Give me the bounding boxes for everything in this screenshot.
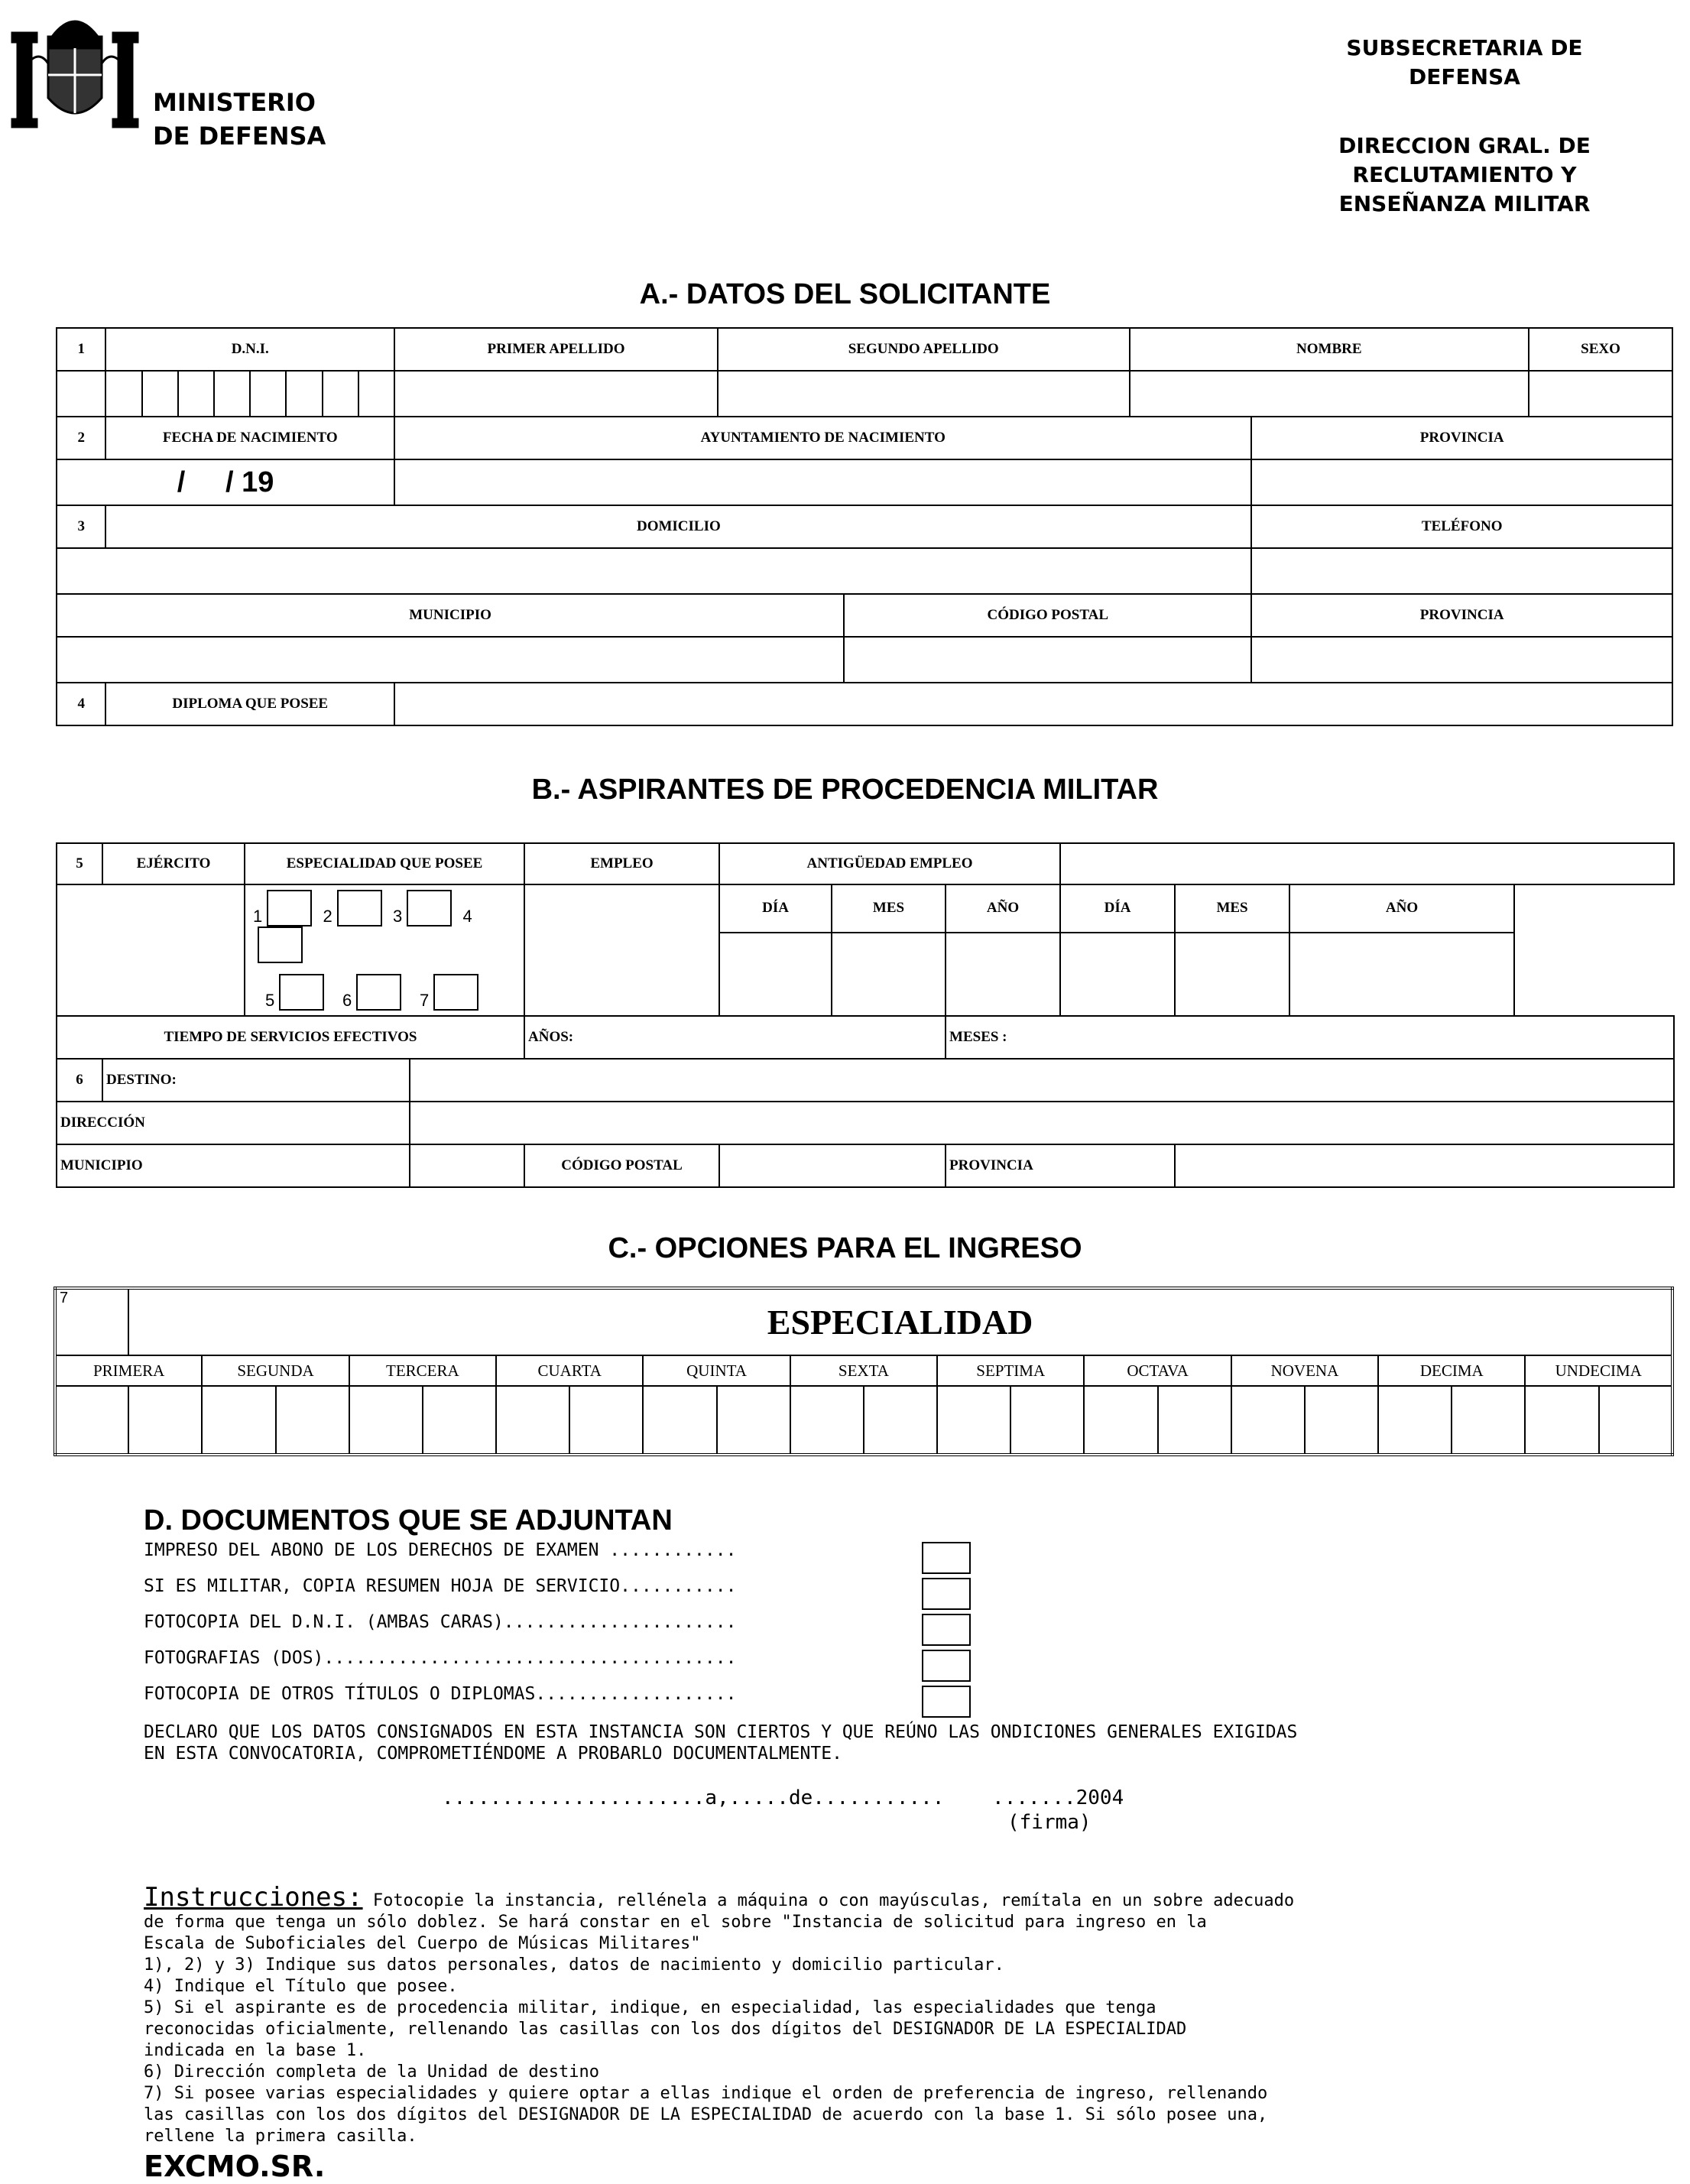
section-b-table	[56, 842, 1675, 1188]
option-7-digit-1[interactable]	[937, 1386, 1010, 1455]
dni-label: D.N.I.	[105, 328, 394, 371]
especialidad-slot-1[interactable]	[267, 890, 312, 926]
codigo-postal-b-label: CÓDIGO POSTAL	[524, 1144, 719, 1187]
dni-digit-5[interactable]	[250, 371, 286, 417]
provincia-b-label: PROVINCIA	[946, 1144, 1175, 1187]
document-checkbox-fotografias[interactable]	[922, 1650, 971, 1682]
anio-field-2[interactable]	[1289, 933, 1514, 1016]
row1-blank	[57, 371, 105, 417]
ministry-title: MINISTERIO DE DEFENSA	[153, 88, 326, 151]
option-9-digit-1[interactable]	[1231, 1386, 1305, 1455]
document-item: FOTOCOPIA DEL D.N.I. (AMBAS CARAS)......................	[144, 1612, 736, 1648]
mes-label-2: MES	[1175, 884, 1289, 933]
section-a-table	[56, 327, 1673, 726]
meses-field[interactable]: MESES :	[946, 1016, 1674, 1059]
dni-digit-4[interactable]	[214, 371, 250, 417]
destino-field[interactable]	[410, 1059, 1674, 1102]
section-b-title: B.- ASPIRANTES DE PROCEDENCIA MILITAR	[531, 774, 1159, 806]
document-checkbox-hoja-servicio[interactable]	[922, 1578, 971, 1610]
telefono-label: TELÉFONO	[1251, 505, 1672, 548]
provincia-domicilio-field[interactable]	[1251, 637, 1672, 683]
especialidad-slot-7[interactable]	[433, 974, 478, 1011]
excmo-sr-label: EXCMO.SR.	[144, 2150, 326, 2183]
mes-field-2[interactable]	[1175, 933, 1289, 1016]
section-c-table	[54, 1287, 1674, 1456]
row-number-4: 4	[57, 683, 105, 725]
document-item: FOTOGRAFIAS (DOS).......................................	[144, 1648, 736, 1684]
antiguedad-empleo-label: ANTIGÜEDAD EMPLEO	[719, 843, 1060, 884]
domicilio-label: DOMICILIO	[105, 505, 1251, 548]
option-11-digit-2[interactable]	[1599, 1386, 1672, 1455]
option-label-8: OCTAVA	[1084, 1355, 1231, 1386]
option-11-digit-1[interactable]	[1525, 1386, 1598, 1455]
nombre-field[interactable]	[1130, 371, 1529, 417]
option-label-11: UNDECIMA	[1525, 1355, 1672, 1386]
provincia-b-field[interactable]	[1175, 1144, 1674, 1187]
codigo-postal-b-field[interactable]	[719, 1144, 946, 1187]
municipio-b-field[interactable]	[410, 1144, 524, 1187]
option-8-digit-2[interactable]	[1158, 1386, 1231, 1455]
dni-digit-7[interactable]	[323, 371, 358, 417]
option-4-digit-1[interactable]	[496, 1386, 569, 1455]
dni-digit-3[interactable]	[178, 371, 214, 417]
destino-label: DESTINO:	[102, 1059, 410, 1102]
dia-label-2: DÍA	[1060, 884, 1175, 933]
provincia-nacimiento-field[interactable]	[1251, 459, 1672, 505]
option-6-digit-1[interactable]	[790, 1386, 864, 1455]
anio-field-1[interactable]	[946, 933, 1060, 1016]
option-10-digit-2[interactable]	[1452, 1386, 1525, 1455]
ayuntamiento-field[interactable]	[394, 459, 1251, 505]
dia-field-1[interactable]	[719, 933, 832, 1016]
document-checkbox-dni[interactable]	[922, 1614, 971, 1646]
option-10-digit-1[interactable]	[1378, 1386, 1452, 1455]
provincia-nacimiento-label: PROVINCIA	[1251, 417, 1672, 459]
date-line[interactable]: ......................a,.....de........... .......2004	[442, 1786, 1124, 1809]
dia-label-1: DÍA	[719, 884, 832, 933]
option-9-digit-2[interactable]	[1305, 1386, 1378, 1455]
diploma-field[interactable]	[394, 683, 1672, 725]
segundo-apellido-field[interactable]	[718, 371, 1130, 417]
option-5-digit-1[interactable]	[643, 1386, 716, 1455]
especialidad-heading: ESPECIALIDAD	[128, 1288, 1672, 1355]
document-checkbox-titulos[interactable]	[922, 1686, 971, 1718]
declaration-text: DECLARO QUE LOS DATOS CONSIGNADOS EN ESTA INSTANCIA SON CIERTOS Y QUE REÚNO LAS ONDICIONES GENERALES EXIGIDAS EN ESTA CONVOCATORIA, COMPROMETIÉNDOME A PROBARLO DOCUMENTALMENTE.	[144, 1722, 1298, 1764]
provincia-domicilio-label: PROVINCIA	[1251, 594, 1672, 637]
empleo-label: EMPLEO	[524, 843, 719, 884]
option-label-4: CUARTA	[496, 1355, 643, 1386]
section-c-title: C.- OPCIONES PARA EL INGRESO	[608, 1232, 1082, 1264]
option-2-digit-1[interactable]	[202, 1386, 275, 1455]
option-label-3: TERCERA	[349, 1355, 496, 1386]
row-number-5: 5	[57, 843, 102, 884]
row-number-2: 2	[57, 417, 105, 459]
option-1-digit-1[interactable]	[55, 1386, 128, 1455]
fecha-nacimiento-label: FECHA DE NACIMIENTO	[105, 417, 394, 459]
domicilio-field[interactable]	[57, 548, 1251, 594]
document-item: IMPRESO DEL ABONO DE LOS DERECHOS DE EXAMEN ............	[144, 1540, 736, 1576]
nombre-label: NOMBRE	[1130, 328, 1529, 371]
sexo-field[interactable]	[1529, 371, 1672, 417]
telefono-field[interactable]	[1251, 548, 1672, 594]
row-number-1: 1	[57, 328, 105, 371]
especialidad-posee-label: ESPECIALIDAD QUE POSEE	[245, 843, 524, 884]
section-a-title: A.- DATOS DEL SOLICITANTE	[639, 278, 1051, 310]
dni-digit-2[interactable]	[142, 371, 178, 417]
instructions-heading: Instrucciones:	[144, 1882, 363, 1913]
especialidad-slot-6[interactable]	[356, 974, 401, 1011]
section-d-title: D. DOCUMENTOS QUE SE ADJUNTAN	[144, 1504, 673, 1537]
especialidad-slot-3[interactable]	[407, 890, 452, 926]
codigo-postal-label: CÓDIGO POSTAL	[844, 594, 1251, 637]
anios-field[interactable]: AÑOS:	[524, 1016, 946, 1059]
option-label-7: SEPTIMA	[937, 1355, 1084, 1386]
firma-label: (firma)	[1007, 1811, 1092, 1834]
option-1-digit-2[interactable]	[128, 1386, 202, 1455]
option-label-9: NOVENA	[1231, 1355, 1378, 1386]
subsecretaria-header: SUBSECRETARIA DE DEFENSA DIRECCION GRAL. DE RECLUTAMIENTO Y ENSEÑANZA MILITAR	[1338, 35, 1591, 216]
row-number-6: 6	[57, 1059, 102, 1102]
especialidad-slot-2[interactable]	[337, 890, 382, 926]
option-label-6: SEXTA	[790, 1355, 937, 1386]
especialidad-slot-5[interactable]	[279, 974, 324, 1011]
primer-apellido-label: PRIMER APELLIDO	[394, 328, 718, 371]
sexo-label: SEXO	[1529, 328, 1672, 371]
row-number-7: 7	[55, 1288, 128, 1355]
option-label-5: QUINTA	[643, 1355, 790, 1386]
document-item: SI ES MILITAR, COPIA RESUMEN HOJA DE SERVICIO...........	[144, 1576, 736, 1612]
municipio-label: MUNICIPIO	[57, 594, 844, 637]
option-4-digit-2[interactable]	[569, 1386, 643, 1455]
anio-label-1: AÑO	[946, 884, 1060, 933]
anio-label-2: AÑO	[1289, 884, 1514, 933]
coat-of-arms-icon	[6, 6, 144, 136]
fecha-nacimiento-field[interactable]: / / 19	[57, 459, 394, 505]
option-label-1: PRIMERA	[55, 1355, 202, 1386]
option-5-digit-2[interactable]	[717, 1386, 790, 1455]
ejercito-label: EJÉRCITO	[102, 843, 245, 884]
mes-label-1: MES	[832, 884, 946, 933]
segundo-apellido-label: SEGUNDO APELLIDO	[718, 328, 1130, 371]
dni-digit-8[interactable]	[358, 371, 394, 417]
option-3-digit-1[interactable]	[349, 1386, 423, 1455]
municipio-b-label: MUNICIPIO	[57, 1144, 410, 1187]
primer-apellido-field[interactable]	[394, 371, 718, 417]
option-8-digit-1[interactable]	[1084, 1386, 1157, 1455]
diploma-label: DIPLOMA QUE POSEE	[105, 683, 394, 725]
especialidad-slots: 1 2 3 4 5 6 7	[245, 884, 524, 1016]
codigo-postal-field[interactable]	[844, 637, 1251, 683]
dni-digit-6[interactable]	[286, 371, 322, 417]
option-7-digit-2[interactable]	[1010, 1386, 1084, 1455]
option-3-digit-2[interactable]	[423, 1386, 496, 1455]
dia-field-2[interactable]	[1060, 933, 1175, 1016]
instructions: Instrucciones: Fotocopie la instancia, rellénela a máquina o con mayúsculas, remítala en un sobre adecuado de forma que tenga un sólo doblez. Se hará constar en el sobre "Instancia de solicitud para ingreso en la Escala de Suboficiales del Cuerpo de Músicas Militares" 1), 2) y 3) Indique sus datos personales, datos de nacimiento y domicilio particular. 4) Indique el Título que posee. 5) Si el aspirante es de procedencia militar, indique, en especialidad, las especialidades que tenga reconocidas oficialmente, rellenando las casillas con los dos dígitos del DESIGNADOR DE LA ESPECIALIDAD indicada en la base 1. 6) Dirección completa de la Unidad de destino 7) Si posee varias especialidades y quiere optar a ellas indique el orden de preferencia de ingreso, rellenando las casillas con los dos dígitos del DESIGNADOR DE LA ESPECIALIDAD de acuerdo con la base 1. Si sólo posee una, rellene la primera casilla.	[144, 1882, 1295, 2146]
document-checkbox-abono[interactable]	[922, 1542, 971, 1574]
option-label-10: DECIMA	[1378, 1355, 1525, 1386]
direccion-field[interactable]	[410, 1102, 1674, 1144]
mes-field-1[interactable]	[832, 933, 946, 1016]
antiguedad-blank	[1060, 843, 1674, 884]
ejercito-field[interactable]	[57, 884, 245, 1016]
row-number-3: 3	[57, 505, 105, 548]
documents-list	[144, 1540, 736, 1707]
option-label-2: SEGUNDA	[202, 1355, 349, 1386]
especialidad-slot-4[interactable]	[258, 926, 303, 963]
dni-digit-1[interactable]	[105, 371, 141, 417]
empleo-field[interactable]	[524, 884, 719, 1016]
direccion-label: DIRECCIÓN	[57, 1102, 410, 1144]
document-item: FOTOCOPIA DE OTROS TÍTULOS O DIPLOMAS...................	[144, 1684, 736, 1707]
municipio-field[interactable]	[57, 637, 844, 683]
option-2-digit-2[interactable]	[276, 1386, 349, 1455]
ayuntamiento-label: AYUNTAMIENTO DE NACIMIENTO	[394, 417, 1251, 459]
option-6-digit-2[interactable]	[864, 1386, 937, 1455]
tiempo-servicios-label: TIEMPO DE SERVICIOS EFECTIVOS	[57, 1016, 524, 1059]
